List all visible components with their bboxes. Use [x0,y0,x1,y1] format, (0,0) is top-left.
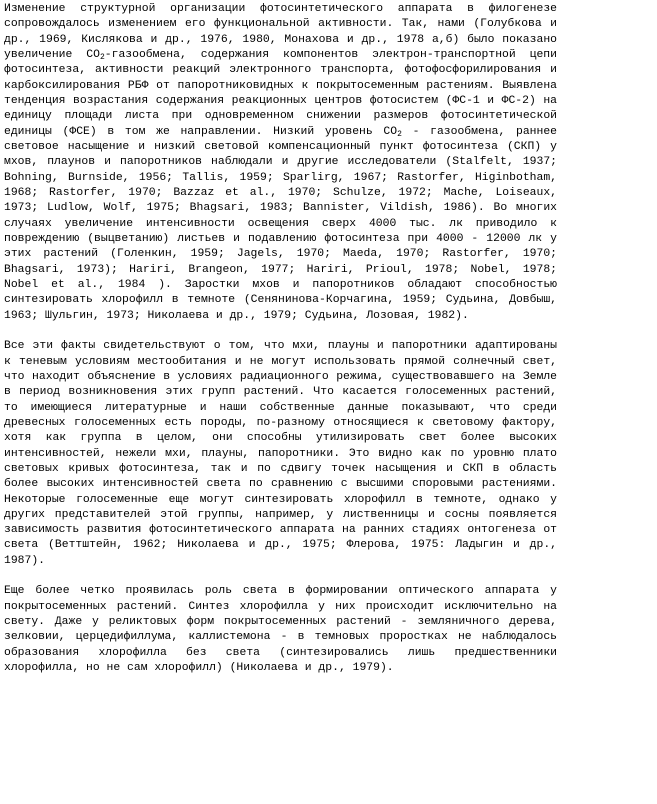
subscript-2: 2 [397,129,402,139]
paragraph-2-text: Все эти факты свидетельствуют о том, что мхи, плауны и папоротники адаптированы к теневым условиям местообитания и не могут использовать прямой солнечный свет, что находит объяснение в условиях радиационного режима, существовавшего на Земле в период возникновения этих групп растений. Что касается голосеменных растений, то имеющиеся литературные и наши собственные данные показывают, что среди древесных голосеменных есть породы, по-разному относящиеся к световому фактору, хотя как группа в целом, они способны утилизировать свет более высоких интенсивностей, нежели мхи, плауны, папоротники. Это видно как по уровню плато световых кривых фотосинтеза, так и по сдвигу точек насыщения и СКП в область более высоких интенсивностей света по сравнению с высшими споровыми растениями. Некоторые голосеменные еще могут синтезировать хлорофилл в темноте, однако у других представителей этой группы, например, у лиственницы и сосны появляется зависимость развития фотосинтетического аппарата на ранних стадиях онтогенеза от света (Веттштейн, 1962; Николаева и др., 1975; Флерова, 1975: Ладыгин и др., 1987). [4,340,557,567]
paragraph-gap [4,569,557,584]
paragraph-3 [4,584,557,676]
paragraph-1 [4,2,557,324]
paragraph-1-text-c: - газообмена, раннее световое насыщение и низкий световой компенсационный пункт фотосинтеза (СКП) у мхов, плаунов и папоротников наблюдали и другие исследователи (Stalfelt, 1937; Bohning, Burnside, 1956; Tallis, 1959; Sparlirg, 1967; Rastorfer, Higinbotham, 1968; Rastorfer, 1970; Bazzaz et al., 1970; Schulze, 1972; Mache, Loiseaux, 1973; Ludlow, Wolf, 1975; Bhagsari, 1983; Bannister, Vildish, 1986). Во многих случаях увеличение интенсивности освещения сверх 4000 тыс. лк приводило к повреждению (выцветанию) листьев и подавлению фотосинтеза при 4000 - 12000 лк у этих растений (Голенкин, 1959; Jagels, 1970; Maeda, 1970; Rastorfer, 1970; Bhagsari, 1973); Hariri, Brangeon, 1977; Hariri, Prioul, 1978; Nobel, 1978; Nobel et al., 1984 ). Заростки мхов и папоротников обладают способностью синтезировать хлорофилл в темноте (Сенянинова-Корчагина, 1959; Судьина, Довбыш, 1963; Шульгин, 1973; Николаева и др., 1979; Судьина, Лозовая, 1982). [4,125,558,322]
document-body [4,2,557,676]
paragraph-2 [4,339,557,569]
paragraph-3-text: Еще более четко проявилась роль света в формировании оптического аппарата у покрытосеменных растений. Синтез хлорофилла у них происходит исключительно на свету. Даже у реликтовых форм покрытосеменных растений - земляничного дерева, зелковии, церцедифиллума, каллистемона - в темновых проростках не наблюдалось образования хлорофилла без света (синтезировались лишь предшественники хлорофилла, но не сам хлорофилл) (Николаева и др., 1979). [4,585,557,675]
paragraph-1-text-b: -газообмена, содержания компонентов электрон-транспортной цепи фотосинтеза, активности реакций электронного транспорта, фотофосфорилирования и карбоксилирования РБФ от папоротниковидных к покрытосеменным растениям. Выявлена тенденция возрастания содержания реакционных центров фотосистем (ФС-1 и ФС-2) на единицу площади листа при одновременном снижении размеров фотосинтетической единицы (ФСЕ) в том же направлении. Низкий уровень CO [4,48,557,138]
paragraph-1-text-a: Изменение структурной организации фотосинтетического аппарата в филогенезе сопровождалось изменением его функциональной активности. Так, нами (Голубкова и др., 1969, Кислякова и др., 1976, 1980, Монахова и др., 1978 а,б) было показано увеличение CO [4,3,557,61]
paragraph-gap [4,324,557,339]
subscript-2: 2 [99,52,105,62]
